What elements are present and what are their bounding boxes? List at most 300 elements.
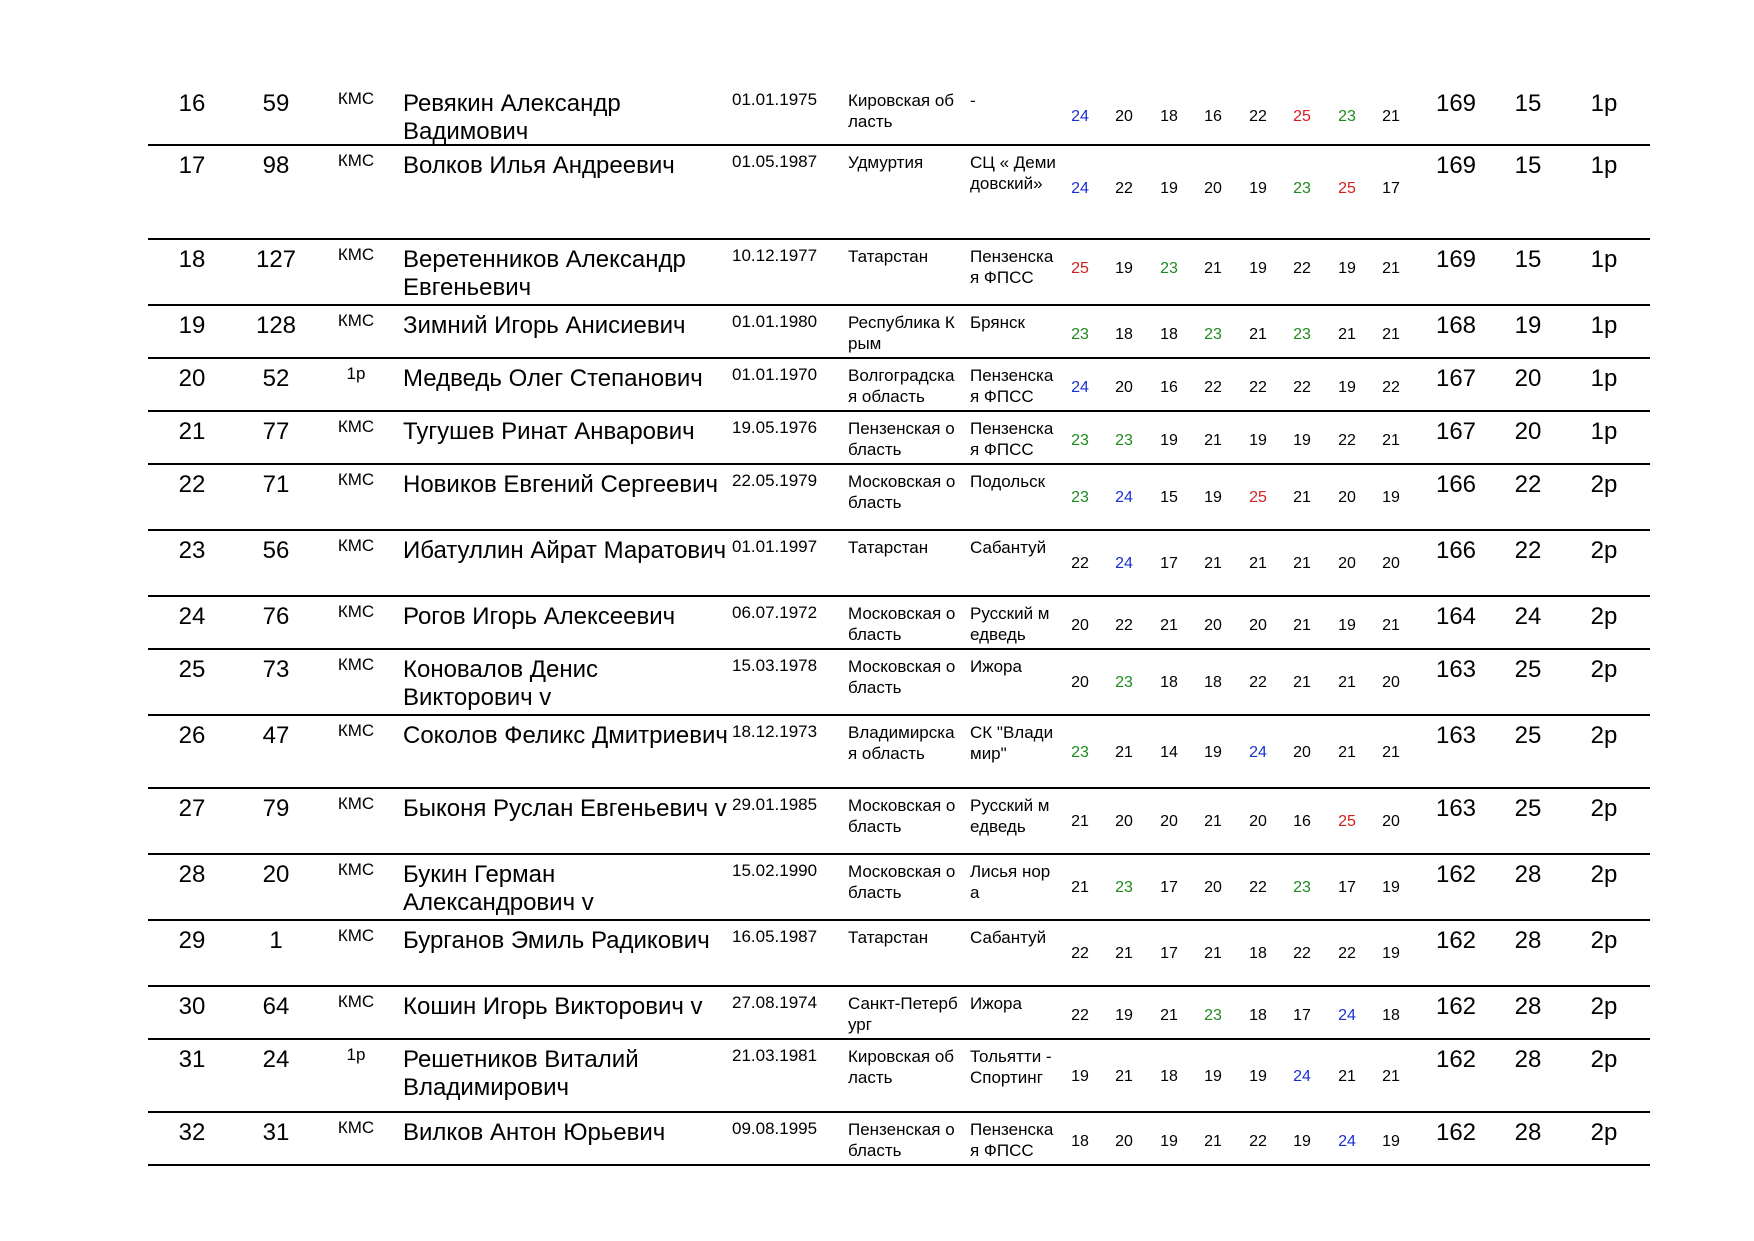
series-score: 19: [1160, 1133, 1178, 1150]
series-score: 20: [1338, 489, 1356, 506]
series-score: 19: [1338, 260, 1356, 277]
series-score: 24: [1338, 1133, 1356, 1150]
series-score: 23: [1293, 879, 1311, 896]
birth-date: 01.05.1987: [732, 152, 818, 171]
place-cell: 29: [178, 927, 206, 954]
series-score: 21: [1382, 108, 1400, 125]
table-row: [148, 240, 1650, 306]
total-score: 166: [1435, 537, 1477, 564]
series-score: 21: [1071, 879, 1089, 896]
birth-date: 18.12.1973: [732, 722, 818, 741]
category-cell: 2р: [1590, 795, 1618, 822]
series-score: 16: [1204, 108, 1222, 125]
rank-cell: КМС: [337, 417, 375, 436]
birth-date: 29.01.1985: [732, 795, 818, 814]
category-cell: 2р: [1590, 1119, 1618, 1146]
series-score: 21: [1382, 260, 1400, 277]
series-score: 18: [1382, 1007, 1400, 1024]
rank-cell: КМС: [337, 860, 375, 879]
series-score: 20: [1249, 617, 1267, 634]
club-cell: СЦ « Демидовский»: [970, 153, 1056, 193]
total-score: 167: [1435, 365, 1477, 392]
series-score: 19: [1115, 260, 1133, 277]
total-score: 162: [1435, 993, 1477, 1020]
series-score: 20: [1204, 879, 1222, 896]
series-score: 23: [1115, 879, 1133, 896]
total-score: 162: [1435, 1046, 1477, 1073]
category-cell: 1р: [1590, 312, 1618, 339]
athlete-name: Ибатуллин Айрат Маратович: [403, 537, 727, 564]
series-score: 20: [1338, 555, 1356, 572]
series-score: 21: [1338, 326, 1356, 343]
region-cell: Татарстан: [848, 538, 929, 557]
series-score: 20: [1249, 813, 1267, 830]
place-cell: 23: [178, 537, 206, 564]
series-score: 18: [1160, 674, 1178, 691]
club-cell: Брянск: [970, 313, 1025, 332]
position-cell: 15: [1514, 90, 1542, 117]
series-score: 18: [1160, 326, 1178, 343]
series-score: 21: [1382, 326, 1400, 343]
series-score: 15: [1160, 489, 1178, 506]
birth-date: 06.07.1972: [732, 603, 818, 622]
series-score: 25: [1338, 180, 1356, 197]
series-score: 18: [1160, 108, 1178, 125]
region-cell: Санкт-Петербург: [848, 994, 958, 1034]
series-score: 19: [1382, 945, 1400, 962]
category-cell: 1р: [1590, 418, 1618, 445]
position-cell: 28: [1514, 927, 1542, 954]
athlete-name: Коновалов Денис Викторович v: [403, 656, 599, 711]
series-score: 20: [1160, 813, 1178, 830]
birth-date: 19.05.1976: [732, 418, 818, 437]
club-cell: -: [970, 91, 976, 110]
club-cell: Русский медведь: [970, 604, 1050, 644]
total-score: 169: [1435, 152, 1477, 179]
table-row: [148, 84, 1650, 146]
number-cell: 59: [262, 90, 290, 117]
birth-date: 09.08.1995: [732, 1119, 818, 1138]
category-cell: 1р: [1590, 152, 1618, 179]
number-cell: 79: [262, 795, 290, 822]
rank-cell: КМС: [337, 1118, 375, 1137]
series-score: 25: [1338, 813, 1356, 830]
region-cell: Кировская область: [848, 1047, 955, 1087]
club-cell: СК "Владимир": [970, 723, 1054, 763]
series-score: 18: [1249, 1007, 1267, 1024]
series-score: 19: [1382, 1133, 1400, 1150]
series-score: 19: [1338, 379, 1356, 396]
rank-cell: КМС: [337, 602, 375, 621]
series-score: 21: [1293, 555, 1311, 572]
club-cell: Лисья нора: [970, 862, 1051, 902]
series-score: 24: [1115, 555, 1133, 572]
category-cell: 1р: [1590, 90, 1618, 117]
place-cell: 25: [178, 656, 206, 683]
series-score: 19: [1204, 744, 1222, 761]
series-score: 23: [1160, 260, 1178, 277]
series-score: 22: [1249, 108, 1267, 125]
place-cell: 31: [178, 1046, 206, 1073]
category-cell: 2р: [1590, 656, 1618, 683]
series-score: 22: [1382, 379, 1400, 396]
birth-date: 01.01.1980: [732, 312, 818, 331]
series-score: 24: [1115, 489, 1133, 506]
athlete-name: Ревякин Александр Вадимович: [403, 90, 621, 145]
position-cell: 20: [1514, 418, 1542, 445]
athlete-name: Веретенников Александр Евгеньевич: [403, 246, 686, 301]
table-row: [148, 1040, 1650, 1113]
total-score: 163: [1435, 722, 1477, 749]
birth-date: 22.05.1979: [732, 471, 818, 490]
club-cell: Подольск: [970, 472, 1046, 491]
athlete-name: Медведь Олег Степанович: [403, 365, 703, 392]
table-row: [148, 650, 1650, 716]
number-cell: 76: [262, 603, 290, 630]
series-score: 19: [1338, 617, 1356, 634]
category-cell: 2р: [1590, 861, 1618, 888]
series-score: 24: [1071, 108, 1089, 125]
athlete-name: Соколов Феликс Дмитриевич: [403, 722, 728, 749]
table-row: [148, 412, 1650, 465]
series-score: 21: [1293, 617, 1311, 634]
series-score: 22: [1115, 617, 1133, 634]
series-score: 21: [1249, 555, 1267, 572]
place-cell: 22: [178, 471, 206, 498]
place-cell: 18: [178, 246, 206, 273]
series-score: 24: [1071, 379, 1089, 396]
series-score: 21: [1160, 617, 1178, 634]
rank-cell: КМС: [337, 245, 375, 264]
total-score: 163: [1435, 795, 1477, 822]
total-score: 163: [1435, 656, 1477, 683]
series-score: 21: [1160, 1007, 1178, 1024]
position-cell: 19: [1514, 312, 1542, 339]
region-cell: Татарстан: [848, 247, 929, 266]
results-table: [148, 84, 1650, 1166]
series-score: 23: [1204, 326, 1222, 343]
place-cell: 24: [178, 603, 206, 630]
place-cell: 27: [178, 795, 206, 822]
region-cell: Московская область: [848, 472, 956, 512]
table-row: [148, 531, 1650, 597]
series-score: 22: [1338, 945, 1356, 962]
position-cell: 28: [1514, 861, 1542, 888]
series-score: 21: [1204, 260, 1222, 277]
series-score: 20: [1382, 555, 1400, 572]
birth-date: 27.08.1974: [732, 993, 818, 1012]
category-cell: 2р: [1590, 927, 1618, 954]
club-cell: Пензенская ФПСС: [970, 419, 1054, 459]
place-cell: 16: [178, 90, 206, 117]
region-cell: Удмуртия: [848, 153, 924, 172]
series-score: 18: [1071, 1133, 1089, 1150]
position-cell: 24: [1514, 603, 1542, 630]
series-score: 22: [1249, 879, 1267, 896]
series-score: 20: [1115, 379, 1133, 396]
series-score: 19: [1249, 1068, 1267, 1085]
rank-cell: КМС: [337, 470, 375, 489]
place-cell: 19: [178, 312, 206, 339]
series-score: 21: [1204, 555, 1222, 572]
series-score: 20: [1115, 1133, 1133, 1150]
position-cell: 22: [1514, 537, 1542, 564]
table-row: [148, 465, 1650, 531]
series-score: 20: [1293, 744, 1311, 761]
series-score: 23: [1293, 180, 1311, 197]
series-score: 22: [1204, 379, 1222, 396]
place-cell: 32: [178, 1119, 206, 1146]
position-cell: 15: [1514, 246, 1542, 273]
club-cell: Ижора: [970, 994, 1022, 1013]
position-cell: 25: [1514, 722, 1542, 749]
series-score: 18: [1160, 1068, 1178, 1085]
category-cell: 2р: [1590, 1046, 1618, 1073]
series-score: 21: [1382, 432, 1400, 449]
series-score: 23: [1338, 108, 1356, 125]
series-score: 19: [1249, 432, 1267, 449]
place-cell: 21: [178, 418, 206, 445]
region-cell: Татарстан: [848, 928, 929, 947]
series-score: 22: [1071, 555, 1089, 572]
rank-cell: КМС: [337, 992, 375, 1011]
series-score: 20: [1204, 180, 1222, 197]
birth-date: 01.01.1975: [732, 90, 818, 109]
series-score: 21: [1115, 945, 1133, 962]
rank-cell: КМС: [337, 151, 375, 170]
series-score: 21: [1249, 326, 1267, 343]
series-score: 18: [1115, 326, 1133, 343]
series-score: 20: [1115, 813, 1133, 830]
series-score: 22: [1071, 1007, 1089, 1024]
club-cell: Пензенская ФПСС: [970, 366, 1054, 406]
series-score: 18: [1204, 674, 1222, 691]
athlete-name: Букин Герман Александрович v: [403, 861, 594, 916]
region-cell: Владимирская область: [848, 723, 955, 763]
series-score: 24: [1338, 1007, 1356, 1024]
athlete-name: Рогов Игорь Алексеевич: [403, 603, 676, 630]
series-score: 22: [1249, 379, 1267, 396]
series-score: 20: [1204, 617, 1222, 634]
club-cell: Тольятти - Спортинг: [970, 1047, 1052, 1087]
series-score: 21: [1338, 744, 1356, 761]
series-score: 19: [1160, 432, 1178, 449]
birth-date: 15.02.1990: [732, 861, 818, 880]
series-score: 14: [1160, 744, 1178, 761]
region-cell: Московская область: [848, 796, 956, 836]
club-cell: Сабантуй: [970, 538, 1047, 557]
position-cell: 28: [1514, 1046, 1542, 1073]
series-score: 23: [1071, 432, 1089, 449]
series-score: 21: [1338, 674, 1356, 691]
total-score: 162: [1435, 861, 1477, 888]
number-cell: 24: [262, 1046, 290, 1073]
series-score: 21: [1115, 744, 1133, 761]
place-cell: 30: [178, 993, 206, 1020]
category-cell: 2р: [1590, 993, 1618, 1020]
series-score: 22: [1115, 180, 1133, 197]
total-score: 166: [1435, 471, 1477, 498]
series-score: 17: [1338, 879, 1356, 896]
series-score: 24: [1293, 1068, 1311, 1085]
series-score: 21: [1204, 813, 1222, 830]
rank-cell: 1р: [346, 364, 366, 383]
birth-date: 15.03.1978: [732, 656, 818, 675]
table-row: [148, 789, 1650, 855]
birth-date: 21.03.1981: [732, 1046, 818, 1065]
athlete-name: Новиков Евгений Сергеевич: [403, 471, 719, 498]
series-score: 18: [1249, 945, 1267, 962]
birth-date: 10.12.1977: [732, 246, 818, 265]
series-score: 20: [1382, 674, 1400, 691]
series-score: 24: [1249, 744, 1267, 761]
series-score: 20: [1115, 108, 1133, 125]
series-score: 17: [1160, 879, 1178, 896]
table-row: [148, 921, 1650, 987]
series-score: 17: [1382, 180, 1400, 197]
table-row: [148, 306, 1650, 359]
region-cell: Пензенская область: [848, 1120, 955, 1160]
athlete-name: Быконя Руслан Евгеньевич v: [403, 795, 727, 822]
series-score: 24: [1071, 180, 1089, 197]
table-row: [148, 855, 1650, 921]
series-score: 19: [1204, 1068, 1222, 1085]
series-score: 19: [1382, 489, 1400, 506]
series-score: 22: [1249, 1133, 1267, 1150]
series-score: 25: [1293, 108, 1311, 125]
total-score: 164: [1435, 603, 1477, 630]
series-score: 21: [1204, 432, 1222, 449]
series-score: 23: [1293, 326, 1311, 343]
number-cell: 20: [262, 861, 290, 888]
club-cell: Русский медведь: [970, 796, 1050, 836]
region-cell: Кировская область: [848, 91, 955, 131]
rank-cell: КМС: [337, 311, 375, 330]
athlete-name: Волков Илья Андреевич: [403, 152, 675, 179]
series-score: 21: [1115, 1068, 1133, 1085]
series-score: 22: [1071, 945, 1089, 962]
total-score: 162: [1435, 927, 1477, 954]
series-score: 16: [1160, 379, 1178, 396]
position-cell: 20: [1514, 365, 1542, 392]
category-cell: 2р: [1590, 722, 1618, 749]
series-score: 23: [1071, 489, 1089, 506]
rank-cell: КМС: [337, 721, 375, 740]
athlete-name: Бурганов Эмиль Радикович: [403, 927, 710, 954]
place-cell: 20: [178, 365, 206, 392]
series-score: 22: [1338, 432, 1356, 449]
series-score: 23: [1204, 1007, 1222, 1024]
number-cell: 31: [262, 1119, 290, 1146]
series-score: 22: [1249, 674, 1267, 691]
table-row: [148, 597, 1650, 650]
category-cell: 2р: [1590, 537, 1618, 564]
position-cell: 25: [1514, 656, 1542, 683]
birth-date: 01.01.1970: [732, 365, 818, 384]
series-score: 19: [1204, 489, 1222, 506]
number-cell: 56: [262, 537, 290, 564]
series-score: 22: [1293, 260, 1311, 277]
series-score: 23: [1071, 326, 1089, 343]
series-score: 19: [1293, 432, 1311, 449]
region-cell: Московская область: [848, 657, 956, 697]
table-row: [148, 716, 1650, 789]
number-cell: 1: [269, 927, 283, 954]
series-score: 19: [1293, 1133, 1311, 1150]
total-score: 169: [1435, 246, 1477, 273]
rank-cell: КМС: [337, 536, 375, 555]
series-score: 22: [1293, 945, 1311, 962]
total-score: 168: [1435, 312, 1477, 339]
club-cell: Ижора: [970, 657, 1022, 676]
table-row: [148, 359, 1650, 412]
category-cell: 1р: [1590, 246, 1618, 273]
rank-cell: 1р: [346, 1045, 366, 1064]
place-cell: 17: [178, 152, 206, 179]
position-cell: 28: [1514, 1119, 1542, 1146]
series-score: 21: [1293, 489, 1311, 506]
number-cell: 128: [255, 312, 297, 339]
series-score: 21: [1204, 1133, 1222, 1150]
series-score: 21: [1293, 674, 1311, 691]
rank-cell: КМС: [337, 926, 375, 945]
series-score: 25: [1071, 260, 1089, 277]
place-cell: 28: [178, 861, 206, 888]
region-cell: Республика Крым: [848, 313, 955, 353]
series-score: 21: [1071, 813, 1089, 830]
number-cell: 52: [262, 365, 290, 392]
position-cell: 22: [1514, 471, 1542, 498]
position-cell: 15: [1514, 152, 1542, 179]
series-score: 21: [1382, 744, 1400, 761]
series-score: 17: [1160, 555, 1178, 572]
series-score: 20: [1071, 674, 1089, 691]
series-score: 19: [1071, 1068, 1089, 1085]
series-score: 17: [1293, 1007, 1311, 1024]
athlete-name: Зимний Игорь Анисиевич: [403, 312, 686, 339]
series-score: 21: [1382, 1068, 1400, 1085]
club-cell: Сабантуй: [970, 928, 1047, 947]
place-cell: 26: [178, 722, 206, 749]
number-cell: 77: [262, 418, 290, 445]
series-score: 17: [1160, 945, 1178, 962]
series-score: 19: [1115, 1007, 1133, 1024]
athlete-name: Решетников Виталий Владимирович: [403, 1046, 639, 1101]
series-score: 19: [1249, 180, 1267, 197]
club-cell: Пензенская ФПСС: [970, 1120, 1054, 1160]
number-cell: 71: [262, 471, 290, 498]
birth-date: 01.01.1997: [732, 537, 818, 556]
series-score: 19: [1249, 260, 1267, 277]
table-row: [148, 1113, 1650, 1166]
position-cell: 28: [1514, 993, 1542, 1020]
total-score: 162: [1435, 1119, 1477, 1146]
series-score: 21: [1338, 1068, 1356, 1085]
number-cell: 98: [262, 152, 290, 179]
region-cell: Пензенская область: [848, 419, 955, 459]
table-row: [148, 987, 1650, 1040]
total-score: 167: [1435, 418, 1477, 445]
club-cell: Пензенская ФПСС: [970, 247, 1054, 287]
number-cell: 47: [262, 722, 290, 749]
series-score: 16: [1293, 813, 1311, 830]
rank-cell: КМС: [337, 89, 375, 108]
category-cell: 2р: [1590, 471, 1618, 498]
category-cell: 2р: [1590, 603, 1618, 630]
table-row: [148, 146, 1650, 240]
region-cell: Волгоградская область: [848, 366, 955, 406]
series-score: 23: [1071, 744, 1089, 761]
